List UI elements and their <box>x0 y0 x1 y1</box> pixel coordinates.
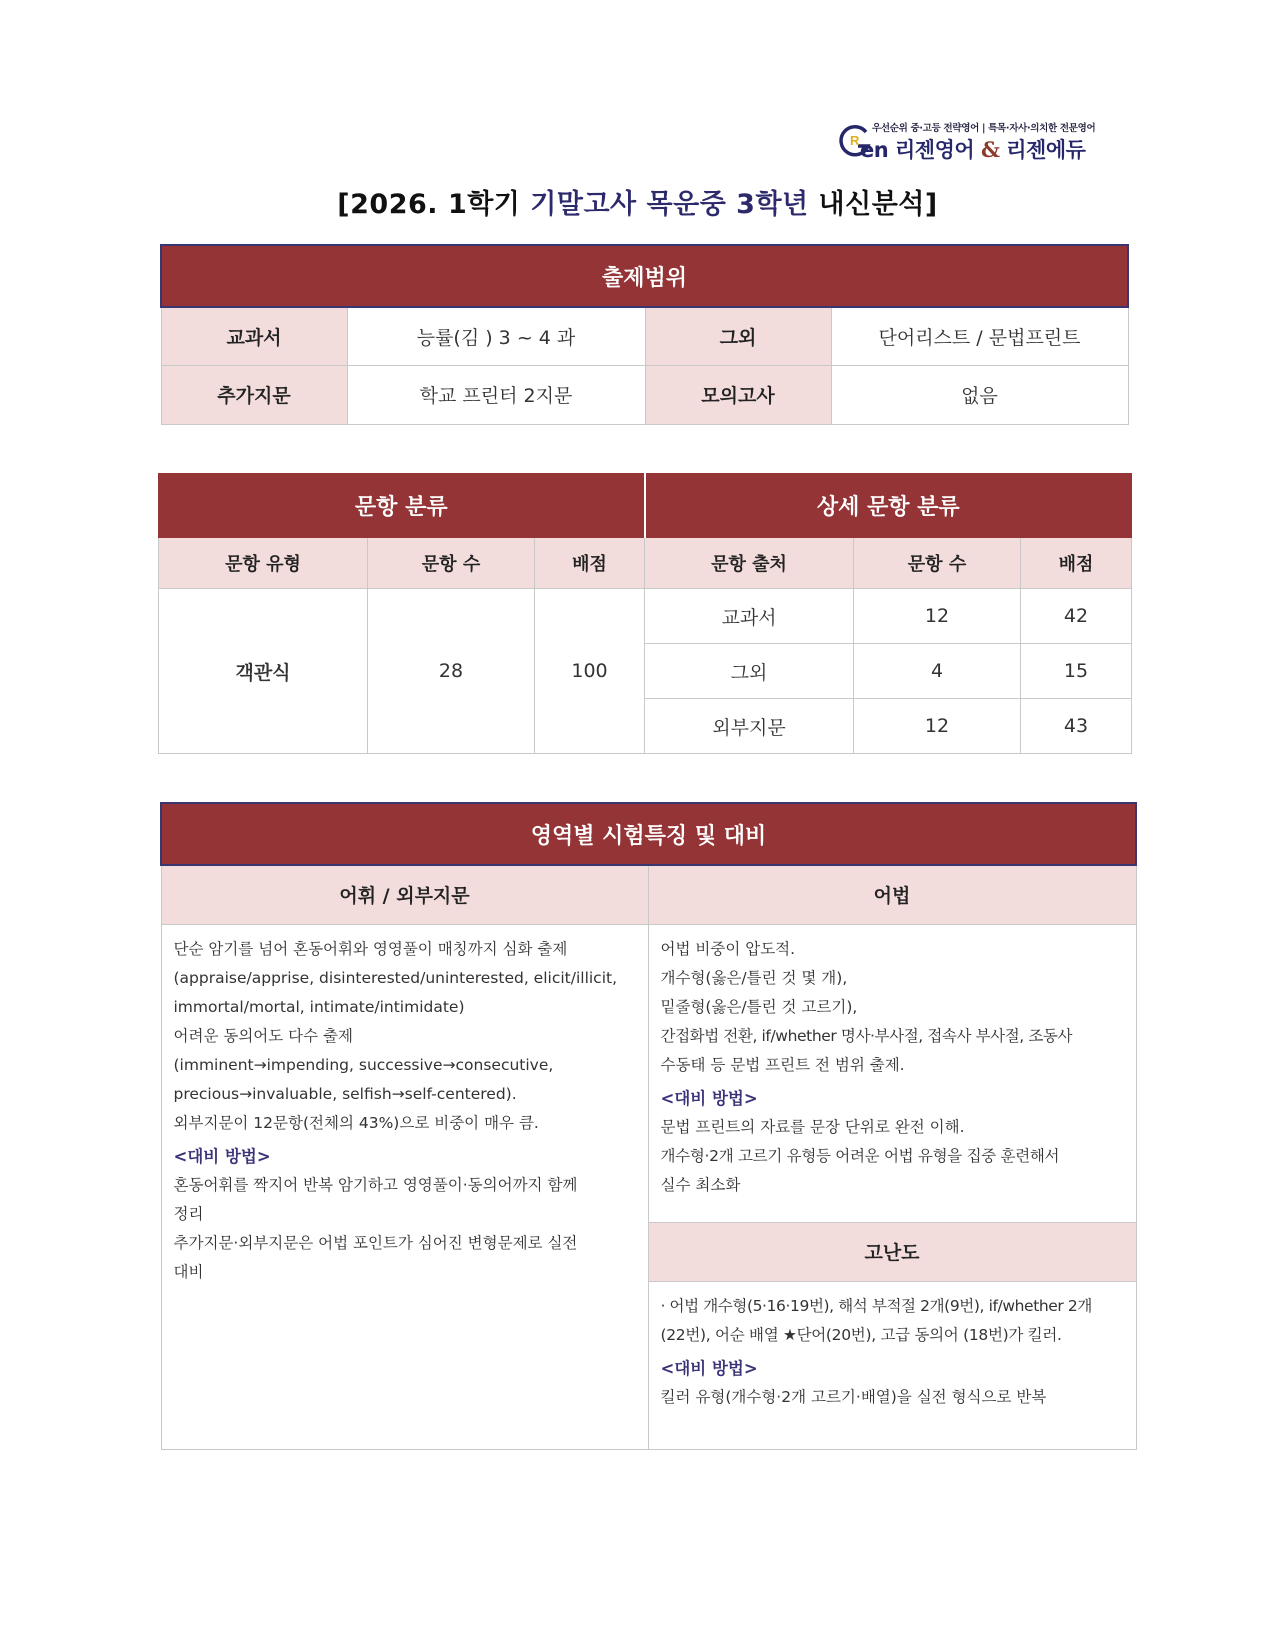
logo-name-second: 리젠에듀 <box>1006 138 1086 162</box>
classification-header-right: 상세 문항 분류 <box>645 474 1132 538</box>
detail-score: 15 <box>1021 644 1132 699</box>
grammar-body <box>648 924 1136 1222</box>
detail-count: 12 <box>854 589 1021 644</box>
column-header: 배점 <box>535 538 645 589</box>
scope-label-mock: 모의고사 <box>645 365 831 424</box>
logo-ampersand: & <box>980 137 1000 162</box>
features-col-vocab: 어휘 / 외부지문 <box>161 865 648 924</box>
logo-tagline: 우선순위 중·고등 전략영어 | 특목·자사·의치한 전문영어 <box>872 123 1096 134</box>
detail-score: 42 <box>1021 589 1132 644</box>
logo-name-main: 리젠영어 <box>895 138 975 162</box>
detail-source: 외부지문 <box>645 699 854 754</box>
grammar-line: 개수형(옳은/틀린 것 몇 개), <box>660 968 848 987</box>
scope-label-textbook: 교과서 <box>161 307 347 365</box>
vocab-line: precious→invaluable, selfish→self-centered). <box>173 1084 517 1103</box>
svg-text:R: R <box>850 133 860 148</box>
classification-header-left: 문항 분류 <box>159 474 645 538</box>
vocab-prep-label: <대비 방법> <box>173 1146 271 1166</box>
scope-value-mock: 없음 <box>831 365 1128 424</box>
features-col-grammar: 어법 <box>648 865 1136 924</box>
column-header: 문항 출처 <box>645 538 854 589</box>
title-prefix: [2026. 1학기 <box>337 189 531 220</box>
grammar-line: 밑줄형(옳은/틀린 것 고르기), <box>660 997 858 1016</box>
detail-count: 4 <box>854 644 1021 699</box>
vocab-line: 단순 암기를 넘어 혼동어휘와 영영풀이 매칭까지 심화 출제 <box>173 939 568 958</box>
vocab-prep-line: 대비 <box>173 1262 204 1281</box>
vocab-line: immortal/mortal, intimate/intimidate) <box>173 997 465 1016</box>
grammar-prep-line: 실수 최소화 <box>660 1175 741 1194</box>
column-header: 배점 <box>1021 538 1132 589</box>
scope-label-other: 그외 <box>645 307 831 365</box>
difficulty-prep-label: <대비 방법> <box>660 1358 758 1378</box>
grammar-line: 어법 비중이 압도적. <box>660 939 796 958</box>
scope-label-extra: 추가지문 <box>161 365 347 424</box>
logo-name-en: en <box>860 138 889 162</box>
title-suffix: 내신분석] <box>808 189 938 220</box>
vocab-line: 외부지문이 12문항(전체의 43%)으로 비중이 매우 큼. <box>173 1113 539 1132</box>
scope-value-textbook: 능률(김 ) 3 ~ 4 과 <box>347 307 645 365</box>
detail-score: 43 <box>1021 699 1132 754</box>
grammar-line: 간접화법 전환, if/whether 명사·부사절, 접속사 부사절, 조동사 <box>660 1026 1073 1045</box>
difficulty-prep-line: 킬러 유형(개수형·2개 고르기·배열)을 실전 형식으로 반복 <box>660 1387 1047 1406</box>
features-table <box>160 802 1137 1450</box>
vocab-prep-line: 추가지문·외부지문은 어법 포인트가 심어진 변형문제로 실전 <box>173 1233 578 1252</box>
vocab-prep-line: 혼동어휘를 짝지어 반복 암기하고 영영풀이·동의어까지 함께 <box>173 1175 578 1194</box>
question-type: 객관식 <box>159 589 368 754</box>
features-header: 영역별 시험특징 및 대비 <box>161 803 1136 865</box>
grammar-prep-label: <대비 방법> <box>660 1088 758 1108</box>
vocab-line: (appraise/apprise, disinterested/uninterested, elicit/illicit, <box>173 968 618 987</box>
grammar-line: 수동태 등 문법 프린트 전 범위 출제. <box>660 1055 905 1074</box>
classification-table <box>158 473 1132 754</box>
scope-value-other: 단어리스트 / 문법프린트 <box>831 307 1128 365</box>
scope-table <box>160 244 1129 425</box>
question-score: 100 <box>535 589 645 754</box>
column-header: 문항 수 <box>368 538 535 589</box>
detail-source: 교과서 <box>645 589 854 644</box>
detail-source: 그외 <box>645 644 854 699</box>
vocab-body <box>161 924 648 1449</box>
brand-logo <box>838 118 1118 162</box>
title-highlight: 기말고사 목운중 3학년 <box>530 189 809 220</box>
column-header: 문항 수 <box>854 538 1021 589</box>
detail-count: 12 <box>854 699 1021 754</box>
logo-name <box>860 134 1085 164</box>
scope-header: 출제범위 <box>161 245 1128 307</box>
grammar-prep-line: 문법 프린트의 자료를 문장 단위로 완전 이해. <box>660 1117 965 1136</box>
difficulty-header: 고난도 <box>648 1222 1136 1281</box>
question-count: 28 <box>368 589 535 754</box>
vocab-prep-line: 정리 <box>173 1204 204 1223</box>
vocab-line: 어려운 동의어도 다수 출제 <box>173 1026 353 1045</box>
scope-value-extra: 학교 프린터 2지문 <box>347 365 645 424</box>
difficulty-line: (22번), 어순 배열 ★단어(20번), 고급 동의어 (18번)가 킬러. <box>660 1325 1062 1344</box>
grammar-prep-line: 개수형·2개 고르기 유형등 어려운 어법 유형을 집중 훈련해서 <box>660 1146 1060 1165</box>
difficulty-body <box>648 1281 1136 1449</box>
vocab-line: (imminent→impending, successive→consecutive, <box>173 1055 554 1074</box>
column-header: 문항 유형 <box>159 538 368 589</box>
page-title <box>0 182 1275 221</box>
difficulty-line: · 어법 개수형(5·16·19번), 해석 부적절 2개(9번), if/whether 2개 <box>660 1296 1092 1315</box>
